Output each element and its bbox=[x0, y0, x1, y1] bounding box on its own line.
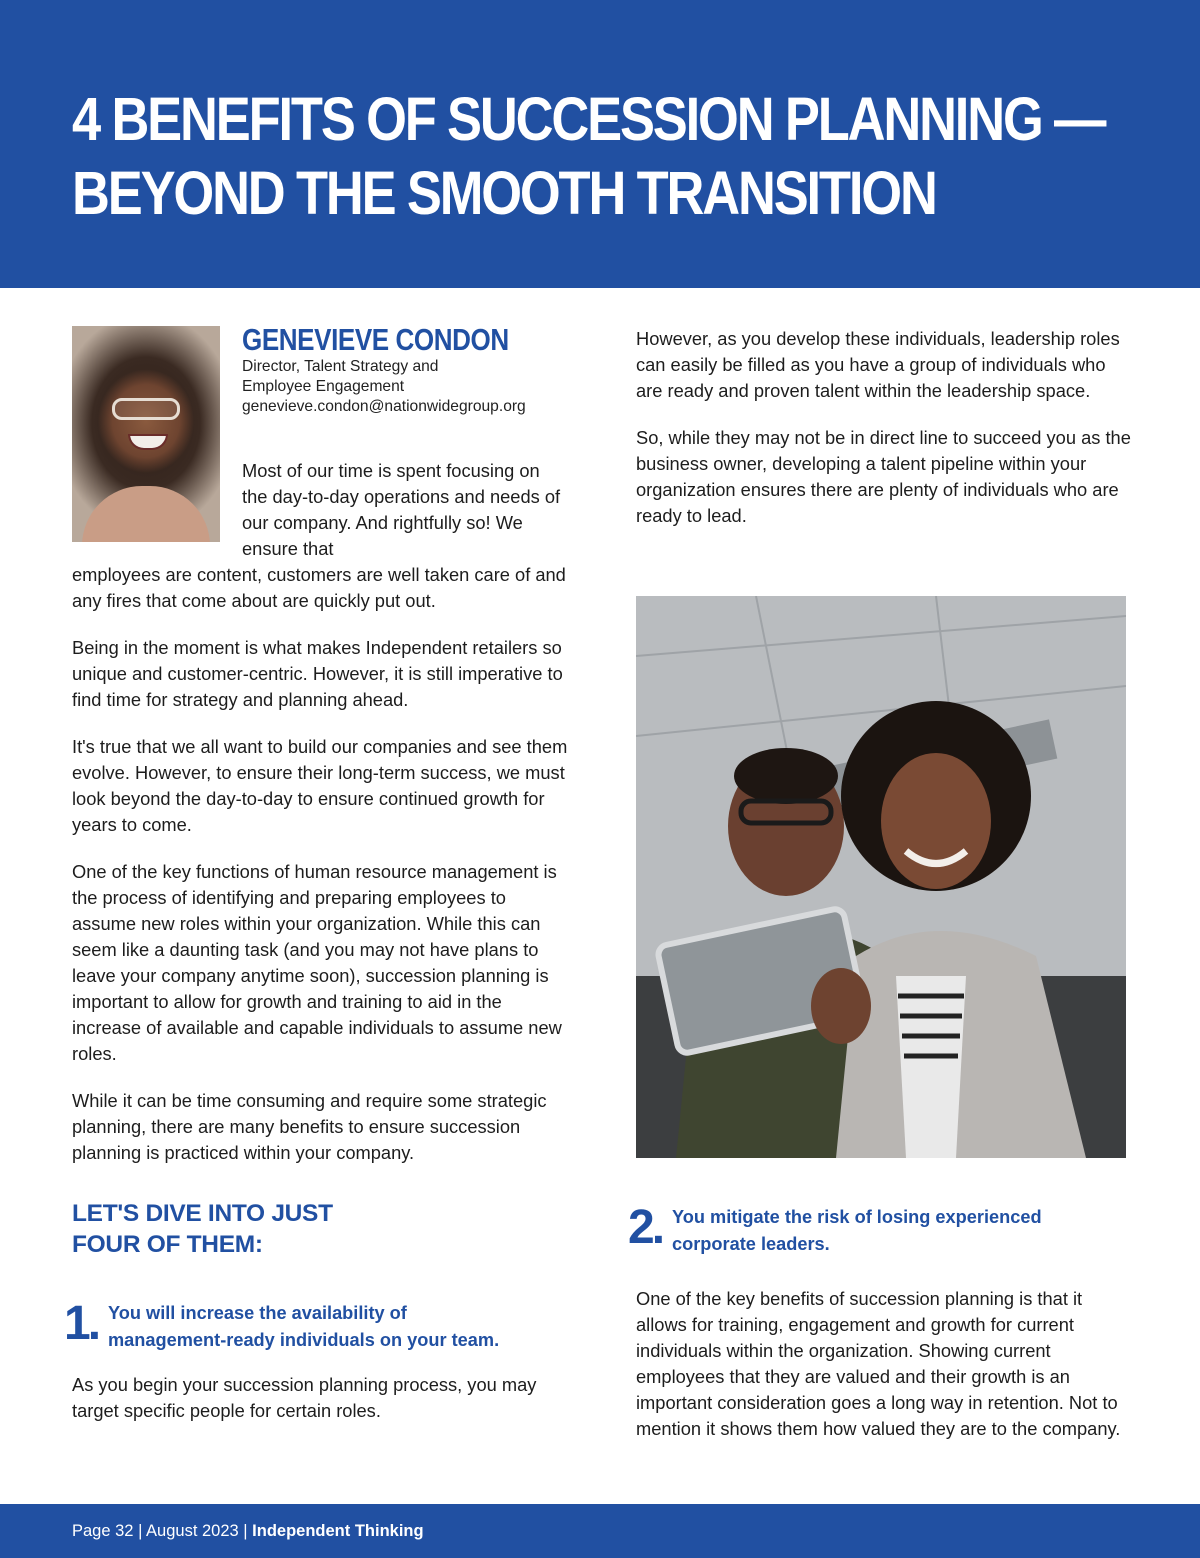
paragraph-3: It's true that we all want to build our companies and see them evolve. However, to ensure their long-term success, we must look beyond the day-to-day to ensure continued growth for years to come. bbox=[72, 736, 568, 835]
publication-name: Independent Thinking bbox=[252, 1522, 424, 1540]
author-name: GENEVIEVE CONDON bbox=[242, 322, 509, 357]
benefit-1-body: As you begin your succession planning process, you may target specific people for certain roles. bbox=[72, 1374, 537, 1421]
benefit-2-number: 2. bbox=[628, 1201, 663, 1254]
headline-line-1: 4 BENEFITS OF SUCCESSION PLANNING — bbox=[72, 85, 1105, 153]
author-photo bbox=[72, 326, 220, 542]
author-title-line-2: Employee Engagement bbox=[242, 378, 405, 395]
page-number: Page 32 bbox=[72, 1522, 134, 1540]
author-meta bbox=[242, 357, 587, 417]
issue-date: August 2023 bbox=[146, 1522, 239, 1540]
footer-text: Page 32 | August 2023 | Independent Thinking bbox=[72, 1522, 424, 1540]
right-column bbox=[636, 326, 1131, 550]
benefit-1-number: 1. bbox=[64, 1297, 99, 1350]
right-column-lower bbox=[628, 1201, 1131, 1463]
paragraph-2: Being in the moment is what makes Independent retailers so unique and customer-centric. However, it is still imperative to find time for strategy and planning ahead. bbox=[72, 637, 563, 710]
author-title-line-1: Director, Talent Strategy and bbox=[242, 358, 439, 375]
benefit-2-heading: 2. You mitigate the risk of losing experienced corporate leaders. bbox=[628, 1201, 1042, 1254]
intro-paragraph-continued: employees are content, customers are well taken care of and any fires that come about are quickly put out. bbox=[72, 564, 566, 611]
right-paragraph-1: However, as you develop these individuals, leadership roles can easily be filled as you have a group of individuals who are ready and proven talent within the leadership space. bbox=[636, 328, 1120, 401]
left-column bbox=[64, 562, 572, 1445]
section-subhead: LET'S DIVE INTO JUST FOUR OF THEM: bbox=[72, 1200, 333, 1258]
benefit-1-heading: 1. You will increase the availability of management-ready individuals on your team. bbox=[64, 1297, 500, 1350]
right-paragraph-2: So, while they may not be in direct line to succeed you as the business owner, developing a talent pipeline within your organization ensures there are plenty of individuals who are ready to lead. bbox=[636, 427, 1131, 526]
intro-paragraph-wrapped: Most of our time is spent focusing on the day-to-day operations and needs of our company. And rightfully so! We ensure that bbox=[242, 460, 561, 559]
article-headline bbox=[72, 82, 1105, 230]
headline-line-2: BEYOND THE SMOOTH TRANSITION bbox=[72, 159, 936, 227]
benefit-2-body: One of the key benefits of succession planning is that it allows for training, engagement and growth for current individuals within the organization. Showing current employees that they are valued and their growth is an important consideration goes a long way in retention. Not to mention it shows them how valued they are to the company. bbox=[636, 1288, 1121, 1439]
coworkers-tablet-photo bbox=[636, 596, 1126, 1158]
paragraph-5: While it can be time consuming and require some strategic planning, there are many benefits to ensure succession planning is practiced within your company. bbox=[72, 1090, 547, 1163]
author-email: genevieve.condon@nationwidegroup.org bbox=[242, 398, 526, 415]
paragraph-4: One of the key functions of human resource management is the process of identifying and preparing employees to assume new roles within your organization. While this can seem like a daunting task (and you may not have plans to leave your company anytime soon), succession planning is important to allow for growth and training to aid in the increase of available and capable individuals to assume new roles. bbox=[72, 861, 562, 1064]
